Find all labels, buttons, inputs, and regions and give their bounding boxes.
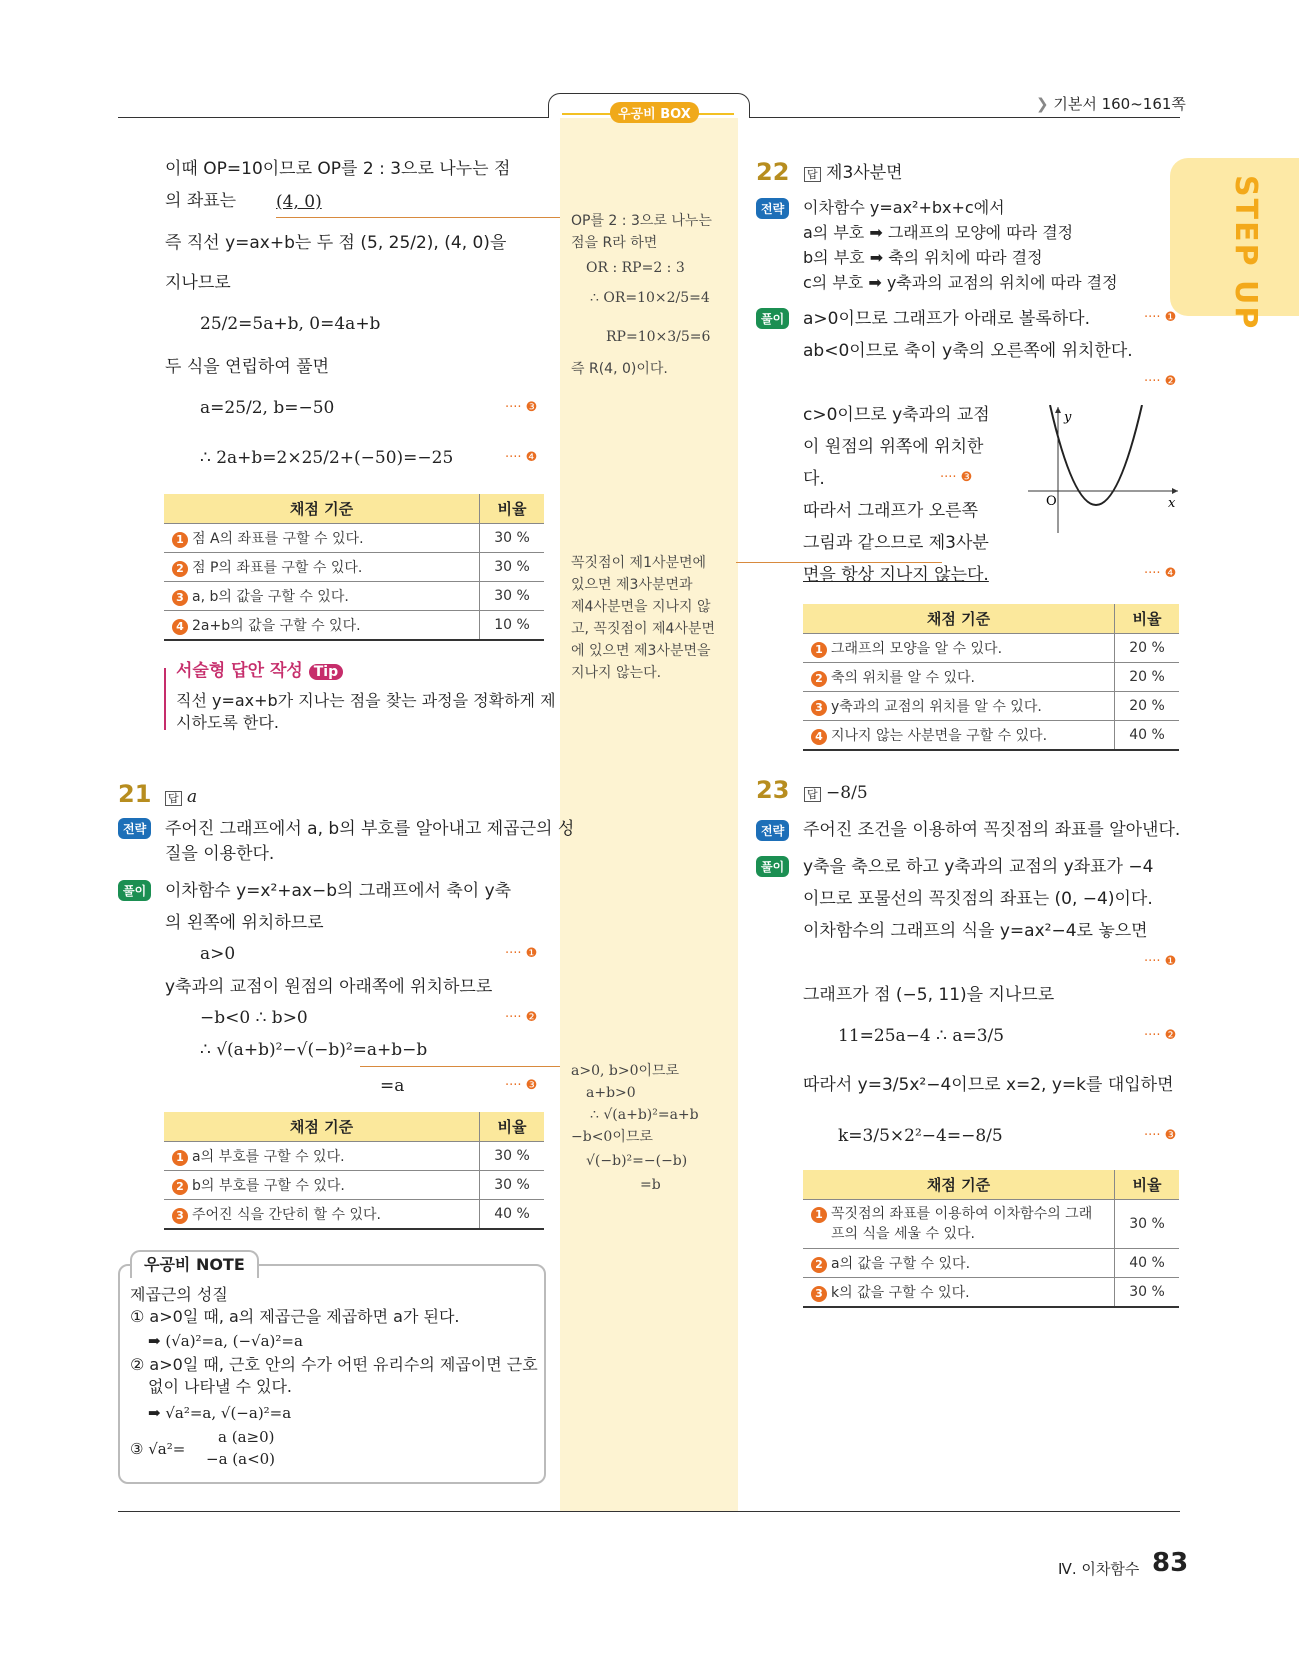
table-row: 2 a의 값을 구할 수 있다. 40 % (803, 1249, 1179, 1278)
box-b6: 즉 R(4, 0)이다. (571, 361, 668, 377)
q21-s6: ∴ √(a+b)²−√(−b)²=a+b−b (200, 1040, 428, 1060)
box-c4: 고, 꼭짓점이 제4사분면 (571, 621, 715, 637)
box-b3: OR : RP=2 : 3 (586, 260, 685, 276)
box-d4: −b<0이므로 (571, 1129, 653, 1145)
q23-marker-1: ···· ❶ (1144, 954, 1177, 969)
q21-s7: =a (380, 1076, 405, 1096)
box-c1: 꼭짓점이 제1사분면에 (571, 555, 707, 571)
q21-strategy1: 주어진 그래프에서 a, b의 부호를 알아내고 제곱근의 성 (165, 819, 575, 839)
q21-s3: a>0 (200, 944, 236, 964)
table-row: 3 y축과의 교점의 위치를 알 수 있다. 20 % (803, 692, 1179, 721)
q21-marker-1: ···· ❶ (505, 946, 538, 961)
q21-number: 21 (118, 780, 152, 808)
left-eq1: 25/2=5a+b, 0=4a+b (200, 314, 381, 334)
ref-text: ❯ 기본서 160~161쪽 (1036, 95, 1186, 113)
footer-chapter: Ⅳ. 이차함수 (1058, 1560, 1140, 1578)
q23-st1: 주어진 조건을 이용하여 꼭짓점의 좌표를 알아낸다. (803, 820, 1181, 840)
q22-s6: 따라서 그래프가 오른쪽 (803, 501, 979, 521)
q21-solution-badge: 풀이 (118, 880, 151, 901)
q22-answer: 답 제3사분면 (804, 162, 903, 186)
box-d6: =b (640, 1177, 661, 1193)
q23-number: 23 (756, 776, 790, 804)
q22-st2: a의 부호 ➡ 그래프의 모양에 따라 결정 (803, 223, 1074, 242)
connector-2 (736, 562, 942, 563)
connector-1 (276, 217, 560, 218)
box-d5: √(−b)²=−(−b) (586, 1153, 688, 1169)
q23-s2: 이므로 포물선의 꼭짓점의 좌표는 (0, −4)이다. (803, 889, 1153, 909)
q21-strategy-badge: 전략 (118, 818, 151, 839)
tip-bar (164, 668, 166, 730)
left-p2: 의 좌표는 (165, 191, 237, 211)
left-p1: 이때 OP=10이므로 OP를 2 : 3으로 나누는 점 (165, 159, 511, 179)
q23-solution-badge: 풀이 (756, 856, 789, 877)
q21-s2: 의 왼쪽에 위치하므로 (165, 913, 324, 933)
table-row: 4 2a+b의 값을 구할 수 있다. 10 % (164, 611, 544, 641)
graph-x-label: x (1168, 496, 1176, 511)
note-title: 우공비 NOTE (130, 1250, 259, 1278)
q23-marker-3: ···· ❸ (1144, 1128, 1177, 1143)
left-p2b: (4, 0) (276, 192, 322, 212)
graph-y-label: y (1064, 410, 1072, 425)
graph-origin-label: O (1046, 494, 1057, 509)
q22-strategy-badge: 전략 (756, 198, 789, 219)
table-row: 3 a, b의 값을 구할 수 있다. 30 % (164, 582, 544, 611)
q22-st3: b의 부호 ➡ 축의 위치에 따라 결정 (803, 248, 1043, 267)
note-l8b: −a (a<0) (206, 1450, 276, 1468)
table-row: 1 점 A의 좌표를 구할 수 있다. 30 % (164, 524, 544, 553)
left-marker-4: ···· ❹ (505, 450, 538, 465)
box-d1: a>0, b>0이므로 (571, 1063, 680, 1079)
tip-line1: 직선 y=ax+b가 지나는 점을 찾는 과정을 정확하게 제 (176, 691, 556, 710)
q22-marker-1: ···· ❶ (1144, 310, 1177, 325)
box-c2: 있으면 제3사분면과 (571, 577, 693, 593)
left-p4: 지나므로 (165, 273, 231, 293)
q22-s4: 이 원점의 위쪽에 위치한 (803, 437, 984, 457)
note-l3: ➡ (√a)²=a, (−√a)²=a (148, 1332, 303, 1350)
table-row: 4 지나지 않는 사분면을 구할 수 있다. 40 % (803, 721, 1179, 751)
step-up-label: STEP UP (1228, 175, 1263, 331)
box-c3: 제4사분면을 지나지 않 (571, 599, 711, 615)
note-l2: ① a>0일 때, a의 제곱근을 제곱하면 a가 된다. (130, 1307, 460, 1326)
q22-solution-badge: 풀이 (756, 308, 789, 329)
box-c6: 지나지 않는다. (571, 665, 662, 681)
q23-marker-2: ···· ❷ (1144, 1028, 1177, 1043)
q21-marker-2: ···· ❷ (505, 1010, 538, 1025)
left-p5: 두 식을 연립하여 풀면 (165, 357, 330, 377)
q21-strategy2: 질을 이용한다. (165, 844, 275, 864)
q22-s8: 면을 항상 지나지 않는다. (803, 565, 989, 585)
box-b2: 점을 R라 하면 (571, 235, 658, 251)
q22-s3: c>0이므로 y축과의 교점 (803, 405, 990, 425)
q23-score-table: 채점 기준 비율 1 꼭짓점의 좌표를 이용하여 이차함수의 그래 프의 식을 세울 수 있다. 30 % 2 a의 값을 구할 수 있다. 40 % 3 k의 값을 구할 수 있다. 30 % (803, 1170, 1179, 1308)
table-row: 1 꼭짓점의 좌표를 이용하여 이차함수의 그래 프의 식을 세울 수 있다. 30 % (803, 1200, 1179, 1249)
q23-s6: 따라서 y=3/5x²−4이므로 x=2, y=k를 대입하면 (803, 1075, 1174, 1095)
left-eq3: ∴ 2a+b=2×25/2+(−50)=−25 (200, 448, 454, 468)
q23-s1: y축을 축으로 하고 y축과의 교점의 y좌표가 −4 (803, 857, 1154, 877)
left-marker-3: ···· ❸ (505, 400, 538, 415)
left-score-table (164, 494, 544, 641)
box-c5: 에 있으면 제3사분면을 (571, 643, 711, 659)
q21-score-table: 채점 기준 비율 1 a의 부호를 구할 수 있다. 30 % 2 b의 부호를 구할 수 있다. 30 % 3 주어진 식을 간단히 할 수 있다. 40 % (164, 1112, 544, 1230)
q22-marker-4: ···· ❹ (1144, 566, 1177, 581)
table-row: 3 k의 값을 구할 수 있다. 30 % (803, 1278, 1179, 1308)
connector-3 (360, 1066, 560, 1067)
q21-answer: 답 a (165, 786, 197, 810)
table-row: 1 그래프의 모양을 알 수 있다. 20 % (803, 634, 1179, 663)
q22-s7: 그림과 같으므로 제3사분 (803, 533, 989, 553)
box-b5: RP=10×3/5=6 (606, 329, 711, 345)
q22-marker-3: ···· ❸ (940, 470, 973, 485)
box-label: 우공비 BOX (610, 102, 699, 123)
table-row: 3 주어진 식을 간단히 할 수 있다. 40 % (164, 1200, 544, 1230)
q21-s4: y축과의 교점이 원점의 아래쪽에 위치하므로 (165, 977, 493, 997)
note-l7: ③ √a²= (130, 1440, 186, 1458)
q22-s5: 다. (803, 469, 825, 489)
q23-strategy-badge: 전략 (756, 820, 789, 841)
table-row: 2 축의 위치를 알 수 있다. 20 % (803, 663, 1179, 692)
page-number: 83 (1152, 1548, 1189, 1578)
q22-s1: a>0이므로 그래프가 아래로 볼록하다. (803, 309, 1091, 329)
q21-s5: −b<0 ∴ b>0 (200, 1008, 308, 1028)
tip-title: 서술형 답안 작성 Tip (176, 660, 343, 683)
box-column (560, 113, 738, 1511)
q22-st4: c의 부호 ➡ y축과의 교점의 위치에 따라 결정 (803, 273, 1118, 292)
note-l5: 없이 나타낼 수 있다. (148, 1377, 292, 1396)
q22-s2: ab<0이므로 축이 y축의 오른쪽에 위치한다. (803, 341, 1133, 361)
q22-number: 22 (756, 158, 790, 186)
q23-s3: 이차함수의 그래프의 식을 y=ax²−4로 놓으면 (803, 921, 1148, 941)
table-row: 1 a의 부호를 구할 수 있다. 30 % (164, 1142, 544, 1171)
q23-s5: 11=25a−4 ∴ a=3/5 (838, 1026, 1005, 1046)
tip-line2: 시하도록 한다. (176, 713, 279, 732)
table-header-criteria: 채점 기준 (164, 494, 480, 524)
q22-score-table: 채점 기준 비율 1 그래프의 모양을 알 수 있다. 20 % 2 축의 위치를 알 수 있다. 20 % 3 y축과의 교점의 위치를 알 수 있다. 20 % 4 지나지 않는 사분면을 구할 수 있다. 40 % (803, 604, 1179, 751)
footer-line (118, 1511, 1180, 1512)
q21-s1: 이차함수 y=x²+ax−b의 그래프에서 축이 y축 (165, 881, 512, 901)
q22-marker-2: ···· ❷ (1144, 374, 1177, 389)
q21-marker-3: ···· ❸ (505, 1078, 538, 1093)
table-header-ratio: 비율 (480, 494, 545, 524)
q23-answer: 답 −8/5 (804, 782, 868, 806)
left-eq2: a=25/2, b=−50 (200, 398, 335, 418)
table-row: 2 점 P의 좌표를 구할 수 있다. 30 % (164, 553, 544, 582)
note-l6: ➡ √a²=a, √(−a)²=a (148, 1404, 292, 1422)
q23-s7: k=3/5×2²−4=−8/5 (838, 1126, 1003, 1146)
box-d3: ∴ √(a+b)²=a+b (590, 1107, 699, 1123)
q22-st1: 이차함수 y=ax²+bx+c에서 (803, 198, 1005, 217)
left-p3: 즉 직선 y=ax+b는 두 점 (5, 25/2), (4, 0)을 (165, 233, 507, 253)
note-l1: 제곱근의 성질 (130, 1285, 228, 1304)
table-row: 2 b의 부호를 구할 수 있다. 30 % (164, 1171, 544, 1200)
q23-s4: 그래프가 점 (−5, 11)을 지나므로 (803, 985, 1055, 1005)
q22-graph (1028, 405, 1183, 535)
note-l8a: a (a≥0) (218, 1428, 275, 1446)
box-b4: ∴ OR=10×2/5=4 (590, 290, 710, 306)
box-d2: a+b>0 (586, 1085, 636, 1101)
box-b1: OP를 2 : 3으로 나누는 (571, 213, 712, 229)
note-l4: ② a>0일 때, 근호 안의 수가 어떤 유리수의 제곱이면 근호 (130, 1355, 538, 1374)
